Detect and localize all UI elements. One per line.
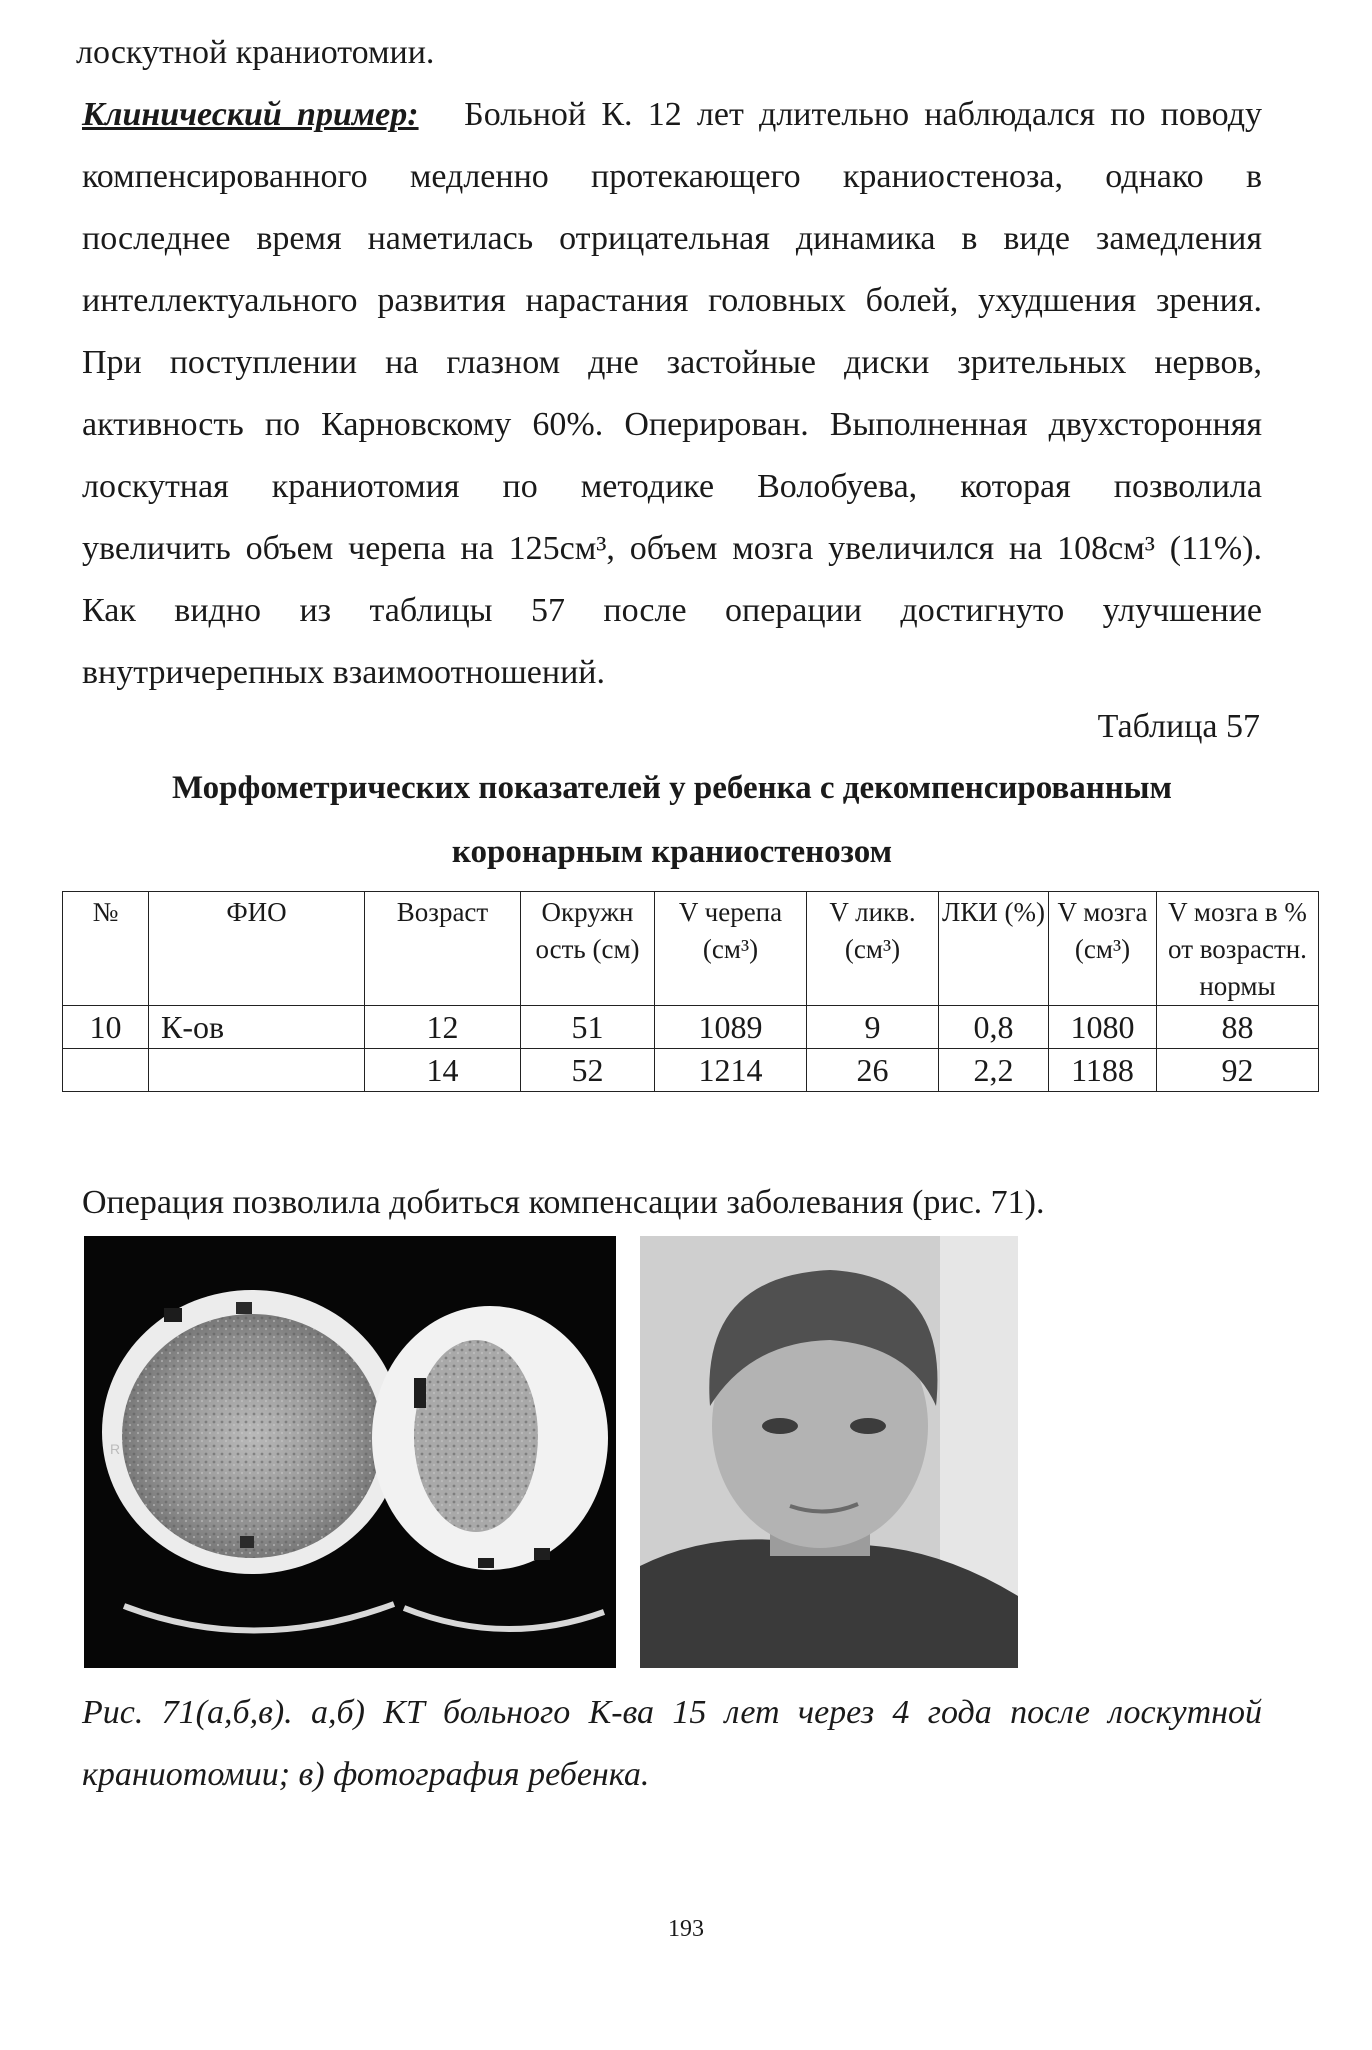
caption-line: краниотомии; в) фотография ребенка. (82, 1756, 650, 1793)
paragraph-line: последнее время наметилась отрицательная динамика в виде замедления (82, 220, 1262, 257)
table-cell: 14 (365, 1049, 521, 1092)
clinical-example-paragraph (82, 84, 1262, 704)
table-cell: 2,2 (939, 1049, 1049, 1092)
caption-line: Рис. 71(а,б,в). а,б) КТ больного К-ва 15 лет через 4 года после лоскутной (82, 1694, 1262, 1731)
table-cell (149, 1049, 365, 1092)
paragraph-line: активность по Карновскому 60%. Оперирован. Выполненная двухсторонняя (82, 406, 1262, 443)
column-header: V мозга в % от возрастн. нормы (1157, 892, 1319, 1006)
paragraph-line-text: Больной К. 12 лет длительно наблюдался по поводу (464, 96, 1262, 133)
table-cell: 52 (521, 1049, 655, 1092)
table-cell: 51 (521, 1006, 655, 1049)
column-header: V ликв. (см³) (807, 892, 939, 1006)
clinical-example-heading: Клинический пример: (82, 96, 419, 133)
table-cell: 1089 (655, 1006, 807, 1049)
table-title: Морфометрических показателей у ребенка с декомпенсированным (171, 770, 1173, 806)
photo-drawing (640, 1236, 1018, 1668)
result-sentence: Операция позволила добиться компенсации заболевания (рис. 71). (82, 1184, 1045, 1221)
column-header: V мозга (см³) (1049, 892, 1157, 1006)
column-header: V черепа (см³) (655, 892, 807, 1006)
paragraph-line: При поступлении на глазном дне застойные диски зрительных нервов, (82, 344, 1262, 381)
table-header-row (63, 892, 1319, 1006)
table-cell: 12 (365, 1006, 521, 1049)
paragraph-line (82, 84, 1262, 146)
table-cell: 1080 (1049, 1006, 1157, 1049)
ct-scan-image (84, 1236, 616, 1668)
table-row (63, 1049, 1319, 1092)
paragraph-line: внутричерепных взаимоотношений. (82, 654, 605, 691)
ct-scan-drawing (84, 1236, 616, 1668)
paragraph-line: интеллектуального развития нарастания головных болей, ухудшения зрения. (82, 282, 1262, 319)
paragraph-line: лоскутная краниотомия по методике Волобуева, которая позволила (82, 468, 1262, 505)
table-cell (63, 1049, 149, 1092)
ct-side-marker: R (110, 1441, 121, 1457)
table-cell: К-ов (149, 1006, 365, 1049)
table-cell: 88 (1157, 1006, 1319, 1049)
paragraph-line: компенсированного медленно протекающего краниостеноза, однако в (82, 158, 1262, 195)
column-header: ФИО (149, 892, 365, 1006)
table-cell: 0,8 (939, 1006, 1049, 1049)
column-header: ЛКИ (%) (939, 892, 1049, 1006)
table-row (63, 1006, 1319, 1049)
column-header: № (63, 892, 149, 1006)
table-cell: 1188 (1049, 1049, 1157, 1092)
table-cell: 26 (807, 1049, 939, 1092)
page-number: 193 (668, 1916, 704, 1942)
paragraph-line: увеличить объем черепа на 125см³, объем мозга увеличился на 108см³ (11%). (82, 530, 1262, 567)
table-cell: 10 (63, 1006, 149, 1049)
table-label: Таблица 57 (1097, 708, 1260, 745)
morphometric-table (62, 891, 1319, 1092)
table-title: коронарным краниостенозом (451, 834, 893, 870)
table-cell: 1214 (655, 1049, 807, 1092)
paragraph-line: Как видно из таблицы 57 после операции достигнуто улучшение (82, 592, 1262, 629)
figure-caption (82, 1682, 1262, 1806)
column-header: Окружн ость (см) (521, 892, 655, 1006)
child-photograph (640, 1236, 1018, 1668)
column-header: Возраст (365, 892, 521, 1006)
table-cell: 9 (807, 1006, 939, 1049)
continuation-line: лоскутной краниотомии. (76, 34, 435, 71)
table-cell: 92 (1157, 1049, 1319, 1092)
